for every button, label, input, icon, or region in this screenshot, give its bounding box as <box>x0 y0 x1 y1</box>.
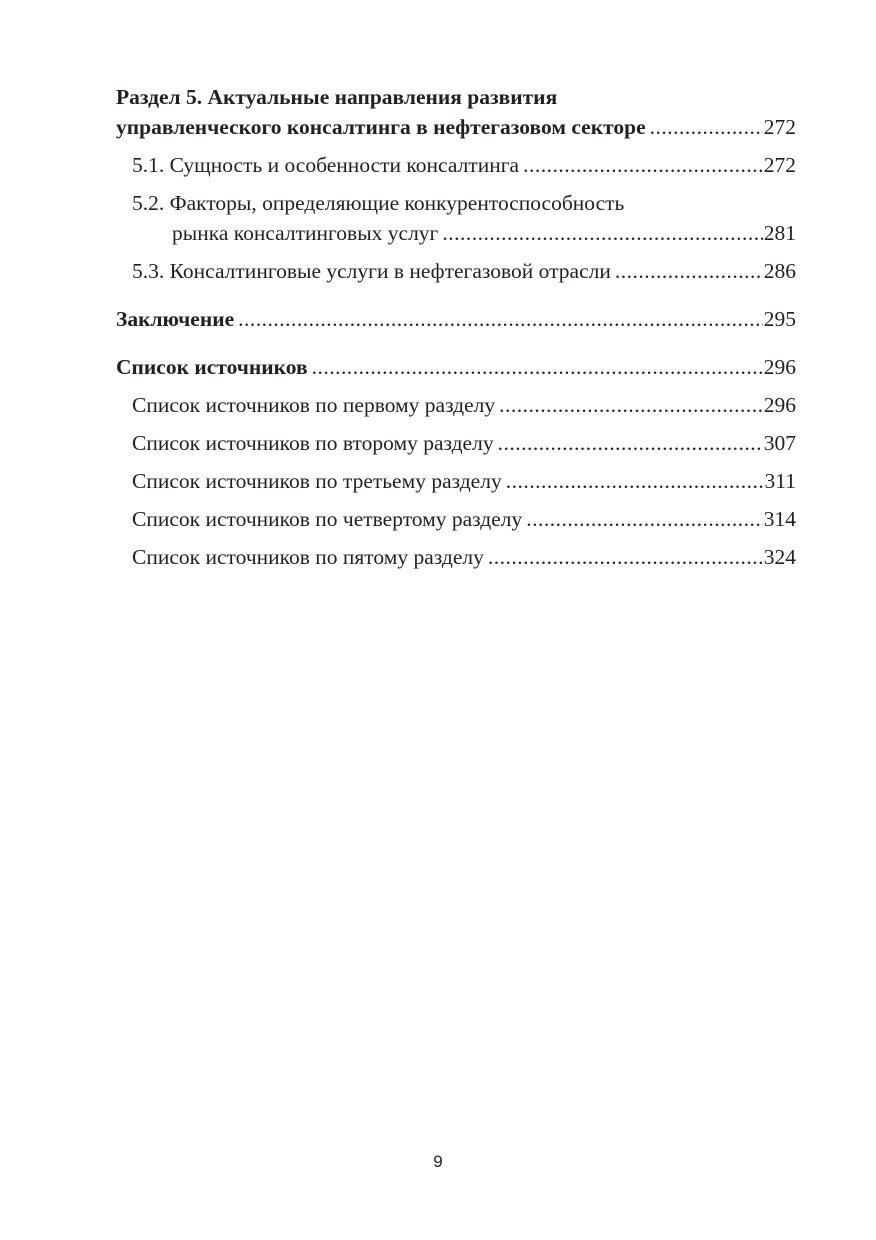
toc-entry-5-2-line1[interactable]: 5.2. Факторы, определяющие конкурентоспособность <box>132 191 625 215</box>
page-ref: 281 <box>763 221 796 245</box>
page-ref: 272 <box>763 153 796 177</box>
section-5-title-line1: Раздел 5. Актуальные направления развития <box>116 85 558 109</box>
page-ref: 311 <box>764 469 796 493</box>
page-ref: 286 <box>763 259 796 283</box>
dot-leader <box>526 504 763 534</box>
page-ref: 296 <box>763 355 796 379</box>
page-number: 9 <box>433 1152 443 1171</box>
table-of-contents <box>116 82 796 572</box>
page-ref: 296 <box>763 393 796 417</box>
dot-leader <box>650 112 763 142</box>
page-ref: 324 <box>763 545 796 569</box>
toc-entry-sources-4[interactable] <box>116 504 796 534</box>
toc-entry-section-5[interactable] <box>116 112 796 142</box>
dot-leader <box>498 428 763 458</box>
toc-entry-sources-2[interactable] <box>116 428 796 458</box>
toc-entry-label: 5.3. Консалтинговые услуги в нефтегазовой отрасли <box>132 259 611 283</box>
dot-leader <box>238 304 763 334</box>
dot-leader <box>442 218 762 248</box>
dot-leader <box>506 466 764 496</box>
page-ref: 272 <box>763 115 796 139</box>
toc-entry-label: Список источников по пятому разделу <box>132 545 484 569</box>
toc-entry-5-2[interactable] <box>116 218 796 248</box>
toc-entry-conclusion[interactable] <box>116 304 796 334</box>
toc-entry-5-3[interactable] <box>116 256 796 286</box>
dot-leader <box>499 390 763 420</box>
dot-leader <box>488 542 763 572</box>
dot-leader <box>523 150 763 180</box>
page-ref: 295 <box>763 307 796 331</box>
dot-leader <box>615 256 763 286</box>
toc-entry-sources-3[interactable] <box>116 466 796 496</box>
toc-entry-sources[interactable] <box>116 352 796 382</box>
toc-entry-label: Список источников по второму разделу <box>132 431 494 455</box>
toc-entry-sources-1[interactable] <box>116 390 796 420</box>
toc-entry-5-1[interactable] <box>116 150 796 180</box>
toc-entry-sources-5[interactable] <box>116 542 796 572</box>
toc-entry-label: Список источников <box>116 355 308 379</box>
toc-entry-label: рынка консалтинговых услуг <box>172 221 439 245</box>
toc-entry-label: 5.1. Сущность и особенности консалтинга <box>132 153 520 177</box>
toc-entry-label: Список источников по первому разделу <box>132 393 496 417</box>
toc-entry-label: Список источников по четвертому разделу <box>132 507 523 531</box>
toc-entry-label: Список источников по третьему разделу <box>132 469 502 493</box>
page-ref: 314 <box>763 507 796 531</box>
dot-leader <box>312 352 763 382</box>
toc-entry-label: Заключение <box>116 307 235 331</box>
page-ref: 307 <box>763 431 796 455</box>
section-5-title-line2: управленческого консалтинга в нефтегазовом секторе <box>116 115 646 139</box>
